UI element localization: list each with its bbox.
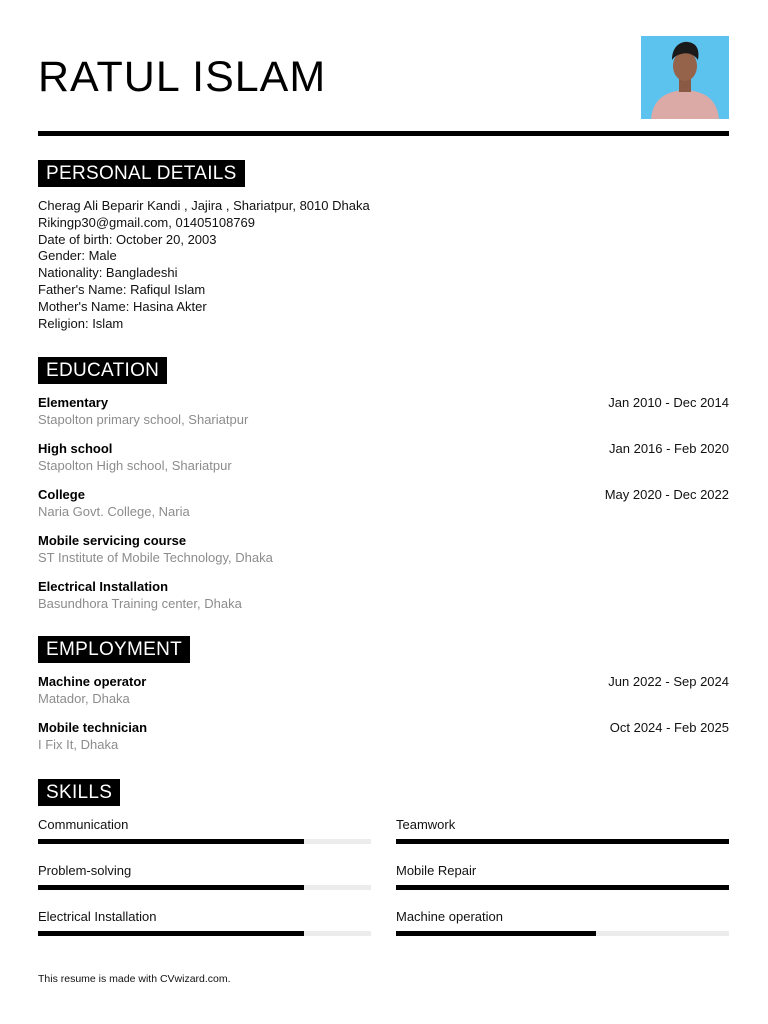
skill-bar-track: [396, 885, 729, 890]
skill-item: [38, 817, 371, 863]
entry-title: High school: [38, 441, 113, 456]
skill-bar-fill: [396, 885, 729, 890]
skill-item: [396, 817, 729, 863]
personal-address: Cherag Ali Beparir Kandi , Jajira , Shariatpur, 8010 Dhaka: [38, 198, 370, 213]
entry-subtitle: Matador, Dhaka: [38, 691, 130, 706]
skill-bar-track: [38, 839, 371, 844]
education-entry: [38, 533, 729, 579]
entry-subtitle: I Fix It, Dhaka: [38, 737, 119, 752]
candidate-name: RATUL ISLAM: [38, 53, 327, 101]
entry-date: Jan 2016 - Feb 2020: [609, 441, 729, 456]
personal-details-list: [38, 198, 729, 332]
profile-photo-illustration: [641, 36, 729, 119]
personal-father: Father's Name: Rafiqul Islam: [38, 281, 206, 297]
education-entry: [38, 579, 729, 625]
skill-item: [38, 863, 371, 909]
skill-label: Communication: [38, 817, 129, 832]
skill-label: Problem-solving: [38, 863, 132, 878]
section-title-skills: SKILLS: [38, 779, 120, 806]
entry-subtitle: Naria Govt. College, Naria: [38, 504, 190, 519]
skill-bar-track: [38, 885, 371, 890]
skill-bar-fill: [396, 931, 596, 936]
entry-subtitle: ST Institute of Mobile Technology, Dhaka: [38, 550, 273, 565]
education-entry: [38, 441, 729, 487]
entry-title: College: [38, 487, 85, 502]
section-title-personal: PERSONAL DETAILS: [38, 160, 245, 187]
entry-subtitle: Basundhora Training center, Dhaka: [38, 596, 242, 611]
skill-item: [38, 909, 371, 955]
section-title-education: EDUCATION: [38, 357, 167, 384]
personal-religion: Religion: Islam: [38, 315, 124, 331]
skill-bar-fill: [38, 885, 304, 890]
personal-details-section: [38, 160, 729, 332]
education-entry: [38, 487, 729, 533]
personal-gender: Gender: Male: [38, 248, 117, 264]
skill-bar-fill: [38, 931, 304, 936]
entry-title: Electrical Installation: [38, 579, 169, 594]
entry-date: Jan 2010 - Dec 2014: [608, 395, 729, 410]
employment-entry: [38, 674, 729, 720]
entry-title: Mobile technician: [38, 720, 148, 735]
entry-title: Elementary: [38, 395, 109, 410]
skill-label: Machine operation: [396, 909, 503, 924]
skill-bar-track: [396, 931, 729, 936]
education-entry: [38, 395, 729, 441]
entry-date: Oct 2024 - Feb 2025: [609, 720, 729, 735]
employment-entry: [38, 720, 729, 766]
footer-note: This resume is made with CVwizard.com.: [38, 973, 231, 985]
education-section: [38, 357, 729, 625]
entry-title: Mobile servicing course: [38, 533, 187, 548]
skill-bar-fill: [38, 839, 304, 844]
personal-nationality: Nationality: Bangladeshi: [38, 265, 178, 281]
skill-bar-fill: [396, 839, 729, 844]
section-title-employment: EMPLOYMENT: [38, 636, 190, 663]
personal-contact: Rikingp30@gmail.com, 01405108769: [38, 214, 256, 230]
skill-label: Mobile Repair: [396, 863, 477, 878]
employment-section: [38, 636, 729, 766]
skill-item: [396, 863, 729, 909]
personal-mother: Mother's Name: Hasina Akter: [38, 298, 207, 314]
skill-item: [396, 909, 729, 955]
skill-label: Teamwork: [396, 817, 456, 832]
header-divider: [38, 131, 729, 136]
skill-label: Electrical Installation: [38, 909, 157, 924]
skill-bar-track: [38, 931, 371, 936]
skills-section: [38, 779, 729, 977]
skill-bar-track: [396, 839, 729, 844]
entry-date: Jun 2022 - Sep 2024: [608, 674, 729, 689]
profile-photo: [641, 36, 729, 119]
entry-subtitle: Stapolton High school, Shariatpur: [38, 458, 232, 473]
entry-subtitle: Stapolton primary school, Shariatpur: [38, 412, 249, 427]
entry-title: Machine operator: [38, 674, 147, 689]
personal-dob: Date of birth: October 20, 2003: [38, 231, 217, 247]
entry-date: May 2020 - Dec 2022: [604, 487, 729, 502]
